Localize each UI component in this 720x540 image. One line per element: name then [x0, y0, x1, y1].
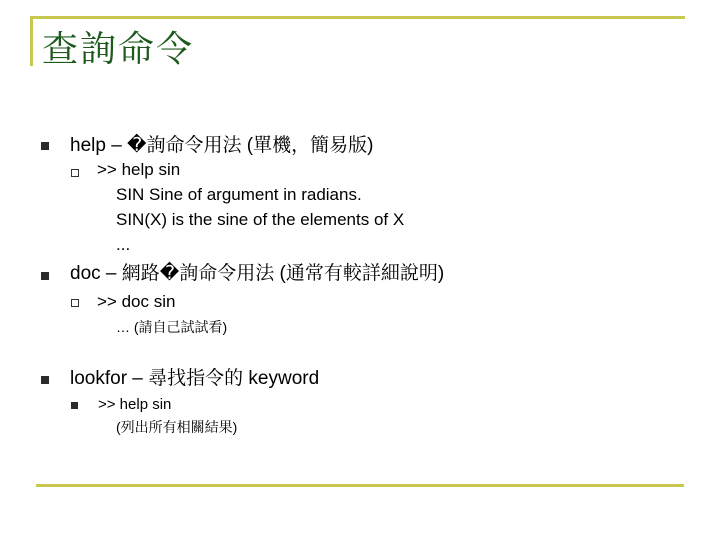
sub-bullet-icon — [71, 299, 79, 307]
bullet-icon — [41, 376, 49, 384]
frame-top-line — [30, 16, 685, 19]
sub-doc-command: >> doc sin — [97, 292, 176, 311]
item-doc-text: doc – 網路�詢命令用法 (通常有較詳細說明) — [70, 263, 445, 284]
frame-left-line — [30, 16, 33, 66]
help-output-line: SIN(X) is the sine of the elements of X — [116, 210, 405, 229]
help-output-line: ... — [116, 235, 131, 254]
sub-bullet-icon — [71, 402, 78, 409]
doc-note: … (請自己試試看) — [116, 319, 228, 335]
item-help-text: help – �詢命令用法 (單機，簡易版) — [70, 135, 374, 156]
sub-lookfor-command: >> help sin — [98, 396, 172, 413]
help-output-line: SIN Sine of argument in radians. — [116, 185, 362, 204]
item-lookfor-text: lookfor – 尋找指令的 keyword — [70, 368, 320, 389]
lookfor-note: (列出所有相關結果) — [116, 419, 238, 435]
slide-title: 查詢命令 — [42, 29, 195, 70]
sub-help-command: >> help sin — [97, 160, 181, 179]
sub-bullet-icon — [71, 169, 79, 177]
frame-bottom-line — [36, 484, 684, 487]
bullet-icon — [41, 142, 49, 150]
bullet-icon — [41, 272, 49, 280]
